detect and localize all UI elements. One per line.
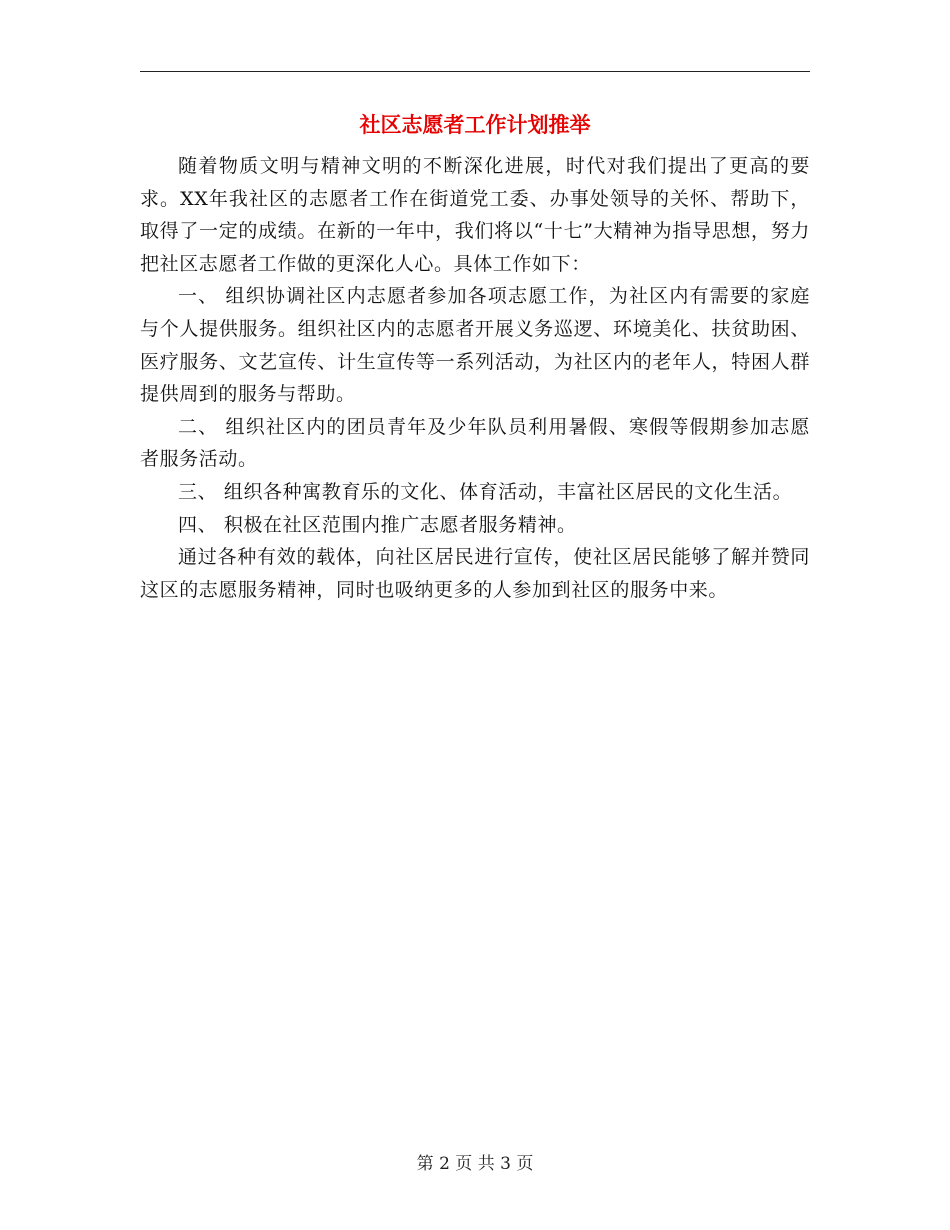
- paragraph-item-3: 三、 组织各种寓教育乐的文化、体育活动，丰富社区居民的文化生活。: [178, 480, 793, 503]
- document-title: 社区志愿者工作计划推举: [359, 113, 591, 137]
- paragraph-closing: 通过各种有效的载体，向社区居民进行宣传，使社区居民能够了解并赞同这区的志愿服务精神，同时也吸纳更多的人参加到社区的服务中来。: [140, 546, 810, 601]
- paragraph-item-4: 四、 积极在社区范围内推广志愿者服务精神。: [178, 513, 577, 536]
- paragraph-item-2: 二、 组织社区内的团员青年及少年队员利用暑假、寒假等假期参加志愿者服务活动。: [140, 415, 810, 471]
- header-rule: [140, 71, 810, 72]
- document-body: [140, 150, 810, 606]
- paragraph-item-1: 一、 组织协调社区内志愿者参加各项志愿工作，为社区内有需要的家庭与个人提供服务。组织社区内的志愿者开展义务巡逻、环境美化、扶贫助困、医疗服务、文艺宣传、计生宣传等一系列活动，为社区内的老年人，特困人群提供周到的服务与帮助。: [140, 285, 810, 406]
- page-number-footer: 第 2 页 共 3 页: [416, 1154, 534, 1174]
- paragraph-intro: 随着物质文明与精神文明的不断深化进展，时代对我们提出了更高的要求。XX年我社区的志愿者工作在街道党工委、办事处领导的关怀、帮助下，取得了一定的成绩。在新的一年中，我们将以“十七”大精神为指导思想，努力把社区志愿者工作做的更深化人心。具体工作如下：: [140, 155, 810, 275]
